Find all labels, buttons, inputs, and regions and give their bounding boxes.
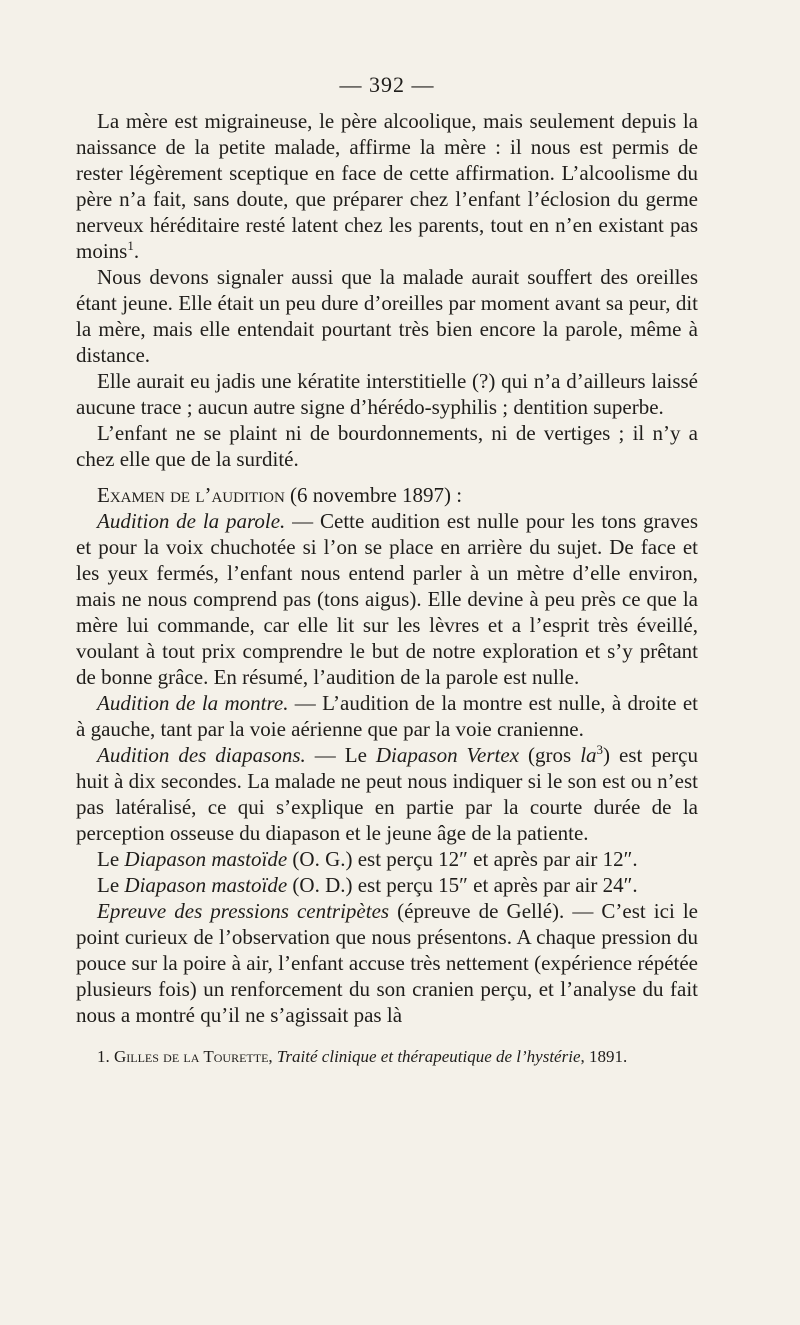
footnote-reference: 1 — [127, 238, 134, 253]
heading-date: (6 novembre 1897) : — [284, 483, 463, 507]
subheading: Audition de la parole. — [97, 509, 286, 533]
subheading: Audition de la montre. — [97, 691, 289, 715]
paragraph-text: (O. D.) est perçu 15″ et après par air 24″. — [287, 873, 638, 897]
footnote: 1. Gilles de la Tourette, Traité clinique et thérapeutique de l’hystérie, 1891. — [97, 1047, 628, 1066]
subheading: Epreuve des pressions centripètes — [97, 899, 390, 923]
footnote-author: Gilles de la Tourette — [114, 1047, 269, 1066]
term: Diapason Vertex — [375, 743, 520, 767]
paragraph-text: — L’audition de la montre est nulle, à droite et à gauche, tant par la voie aérienne que par la voie cranienne. — [76, 691, 698, 741]
paragraph-text: (O. G.) est perçu 12″ et après par air 12″. — [287, 847, 638, 871]
paragraph-mastoid-right — [76, 872, 698, 898]
footnote-year: , 1891. — [580, 1047, 628, 1066]
paragraph-speech-hearing — [76, 508, 698, 690]
paragraph-end: . — [133, 239, 140, 263]
document-page — [76, 72, 698, 1068]
subheading: Audition des diapasons. — [97, 743, 306, 767]
heading-title: Examen de l’audition — [97, 483, 285, 507]
paragraph-symptoms: L’enfant ne se plaint ni de bourdonnements, ni de vertiges ; il n’y a chez elle que de la surdité. — [76, 421, 698, 471]
superscript: 3 — [596, 742, 604, 757]
paragraph-keratitis: Elle aurait eu jadis une kératite interstitielle (?) qui n’a d’ailleurs laissé aucune trace ; aucun autre signe d’hérédo-syphilis ; dentition superbe. — [76, 369, 698, 419]
paragraph-text: (gros — [519, 743, 581, 767]
term: Diapason mastoïde — [124, 873, 288, 897]
paragraph-text: — Le — [305, 743, 376, 767]
footnote-title: Traité clinique et thérapeutique de l’hystérie — [276, 1047, 581, 1066]
paragraph-text: ) est perçu huit à dix secondes. La malade ne peut nous indiquer si le son est ou n’est pas latéralisé, ce qui s’explique en partie par la courte durée de la perception osseuse du diapason et le jeune âge de la patiente. — [76, 743, 698, 845]
paragraph-mastoid-left — [76, 846, 698, 872]
footnote-number: 1. — [97, 1047, 110, 1066]
paragraph-family-history — [76, 108, 698, 264]
paragraph-text: (épreuve de Gellé). — C’est ici le point curieux de l’observation que nous présentons. A chaque pression du pouce sur la poire à air, l’enfant accuse très nettement (expérience répétée plusieurs fois) un renforcement du son cranien perçu, et l’analyse du fait nous a montré qu’il ne s’agissait pas là — [76, 899, 698, 1027]
paragraph-tuning-forks — [76, 742, 698, 846]
paragraph-text: — Cette audition est nulle pour les tons graves et pour la voix chuchotée si l’on se place en arrière du sujet. De face et les yeux fermés, l’enfant nous entend parler à un mètre d’elle environ, mais ne nous comprend pas (tons aigus). Elle devine à peu près ce que la mère lui commande, car elle lit sur les lèvres et a l’esprit très éveillé, voulant à tout prix comprendre le but de notre exploration et s’y prêtant de bonne grâce. En résumé, l’audition de la parole est nulle. — [76, 509, 698, 689]
paragraph-watch-hearing — [76, 690, 698, 742]
term: Diapason mastoïde — [124, 847, 288, 871]
term: la — [580, 743, 597, 767]
body-text — [76, 108, 698, 1028]
paragraph-text: La mère est migraineuse, le père alcoolique, mais seulement depuis la naissance de la petite malade, affirme la mère : il nous est permis de rester légèrement sceptique en face de cette affirmation. L’alcoolisme du père n’a fait, sans doute, que préparer chez l’enfant l’éclosion du germe nerveux héréditaire resté latent chez les parents, tout en n’en existant pas moins — [76, 109, 698, 263]
paragraph-pressure-test — [76, 898, 698, 1028]
section-heading — [76, 482, 698, 508]
paragraph-text: Le — [97, 873, 125, 897]
paragraph-text: Le — [97, 847, 125, 871]
paragraph-ear-history: Nous devons signaler aussi que la malade aurait souffert des oreilles étant jeune. Elle était un peu dure d’oreilles par moment avant sa peur, dit la mère, mais elle entendait pourtant très bien encore la parole, même à distance. — [76, 265, 698, 367]
page-number: — 392 — — [339, 72, 435, 97]
